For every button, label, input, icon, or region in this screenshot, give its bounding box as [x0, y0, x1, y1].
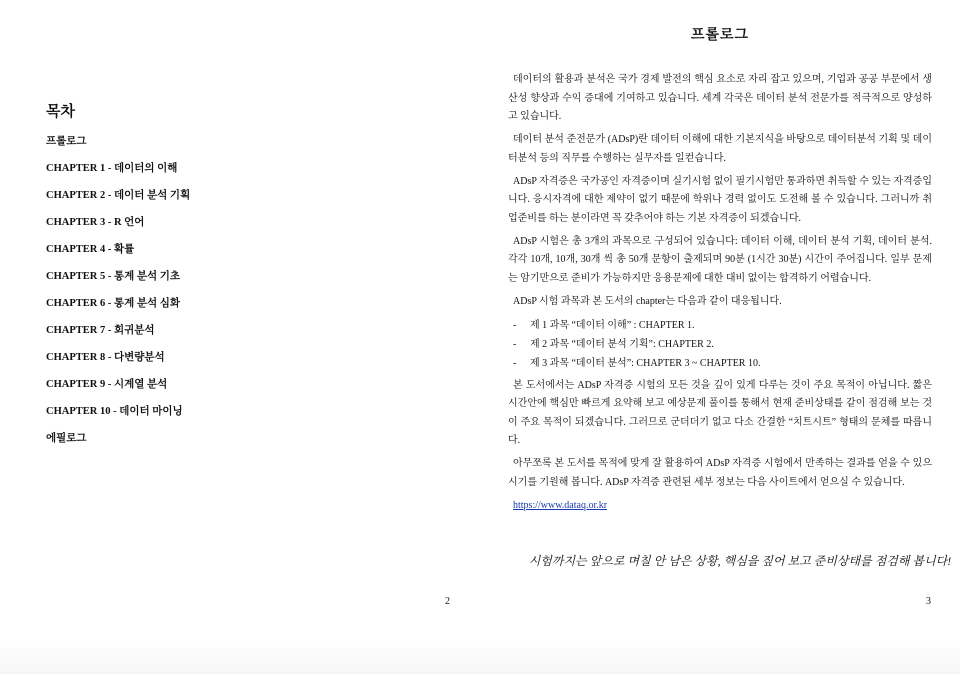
paragraph: 데이터 분석 준전문가 (ADsP)란 데이터 이해에 대한 기본지식을 바탕으로 데이터분석 기획 및 데이터분석 등의 직무를 수행하는 실무자를 일컫습니다.: [508, 134, 932, 164]
toc-item-prologue[interactable]: 프롤로그: [46, 136, 87, 147]
left-page: [0, 0, 480, 630]
list-item: - 제 3 과목 “데이터 분석”: CHAPTER 3 ~ CHAPTER 10.: [508, 354, 932, 373]
page-number: 3: [926, 596, 931, 607]
toc-item-chapter-7[interactable]: CHAPTER 7 - 회귀분석: [46, 325, 155, 336]
paragraph: 본 도서에서는 ADsP 자격증 시험의 모든 것을 깊이 있게 다루는 것이 주요 목적이 아닙니다. 짧은 시간안에 핵심만 빠르게 요약해 보고 예상문제 풀이를 통해서 현재 준비상태를 같이 점검해 보는 것이 주요 목적이 되겠습니다. 그러므로 군더더기 없고 다소 간결한 “치트시트” 형태의 문체를 따릅니다.: [508, 379, 932, 446]
right-page: [480, 0, 960, 630]
prologue-title-text: 프롤로그: [690, 28, 750, 43]
paragraph: 데이터의 활용과 분석은 국가 경제 발전의 핵심 요소로 자리 잡고 있으며, 기업과 공공 부문에서 생산성 향상과 수익 증대에 기여하고 있습니다. 세계 각국은 데이터 분석 전문가를 적극적으로 양성하고 있습니다.: [508, 74, 932, 122]
paragraph: ADsP 시험은 총 3개의 과목으로 구성되어 있습니다: 데이터 이해, 데이터 분석 기획, 데이터 분석. 각각 10개, 10개, 30개 씩 총 50개 문항이 출제되며 90분 (1시간 30분) 시간이 주어집니다. 일부 문제는 암기만으로 준비가 가능하지만 응용문제에 대한 대비 없이는 합격하기 어렵습니다.: [508, 235, 932, 284]
toc-list: [46, 132, 190, 456]
prologue-body: [508, 71, 932, 520]
page-number: 2: [445, 596, 450, 607]
list-item: - 제 2 과목 “데이터 분석 기획”: CHAPTER 2.: [508, 335, 932, 354]
toc-item-epilogue[interactable]: 에필로그: [46, 433, 87, 444]
toc-item-chapter-5[interactable]: CHAPTER 5 - 통계 분석 기초: [46, 271, 181, 282]
paragraph: ADsP 시험 과목과 본 도서의 chapter는 다음과 같이 대응됩니다.: [513, 295, 782, 307]
subject-mapping-list: [508, 316, 932, 373]
toc-item-chapter-2[interactable]: CHAPTER 2 - 데이터 분석 기획: [46, 190, 191, 201]
toc-item-chapter-3[interactable]: CHAPTER 3 - R 언어: [46, 217, 145, 228]
paragraph: ADsP 자격증은 국가공인 자격증이며 실기시험 없이 필기시험만 통과하면 취득할 수 있는 자격증입니다. 응시자격에 대한 제약이 없기 때문에 학위나 경력 없이도 도전해 볼 수 있습니다. 그러니까 취업준비를 하는 분이라면 꼭 갖추어야 하는 기본 자격증이 되겠습니다.: [508, 175, 932, 224]
list-item: - 제 1 과목 “데이터 이해” : CHAPTER 1.: [508, 316, 932, 335]
toc-item-chapter-1[interactable]: CHAPTER 1 - 데이터의 이해: [46, 163, 178, 174]
viewer-bottom-band: [0, 640, 960, 674]
toc-item-chapter-8[interactable]: CHAPTER 8 - 다변량분석: [46, 352, 165, 363]
dataq-link[interactable]: https://www.dataq.or.kr: [513, 499, 608, 511]
toc-item-chapter-9[interactable]: CHAPTER 9 - 시계열 분석: [46, 379, 168, 390]
toc-item-chapter-6[interactable]: CHAPTER 6 - 통계 분석 심화: [46, 298, 181, 309]
closing-sentence: 시험까지는 앞으로 며칠 안 남은 상황, 핵심을 짚어 보고 준비상태를 점검해 봅니다!: [528, 554, 952, 568]
paragraph: 아무쪼록 본 도서를 목적에 맞게 잘 활용하여 ADsP 자격증 시험에서 만족하는 결과를 얻을 수 있으시기를 기원해 봅니다. ADsP 자격증 관련된 세부 정보는 다음 사이트에서 얻으실 수 있습니다.: [508, 458, 932, 488]
toc-item-chapter-10[interactable]: CHAPTER 10 - 데이터 마이닝: [46, 406, 183, 417]
link-paragraph: [508, 497, 932, 516]
toc-heading: 목차: [46, 104, 75, 120]
prologue-title: [480, 24, 960, 44]
toc-item-chapter-4[interactable]: CHAPTER 4 - 확률: [46, 244, 135, 255]
